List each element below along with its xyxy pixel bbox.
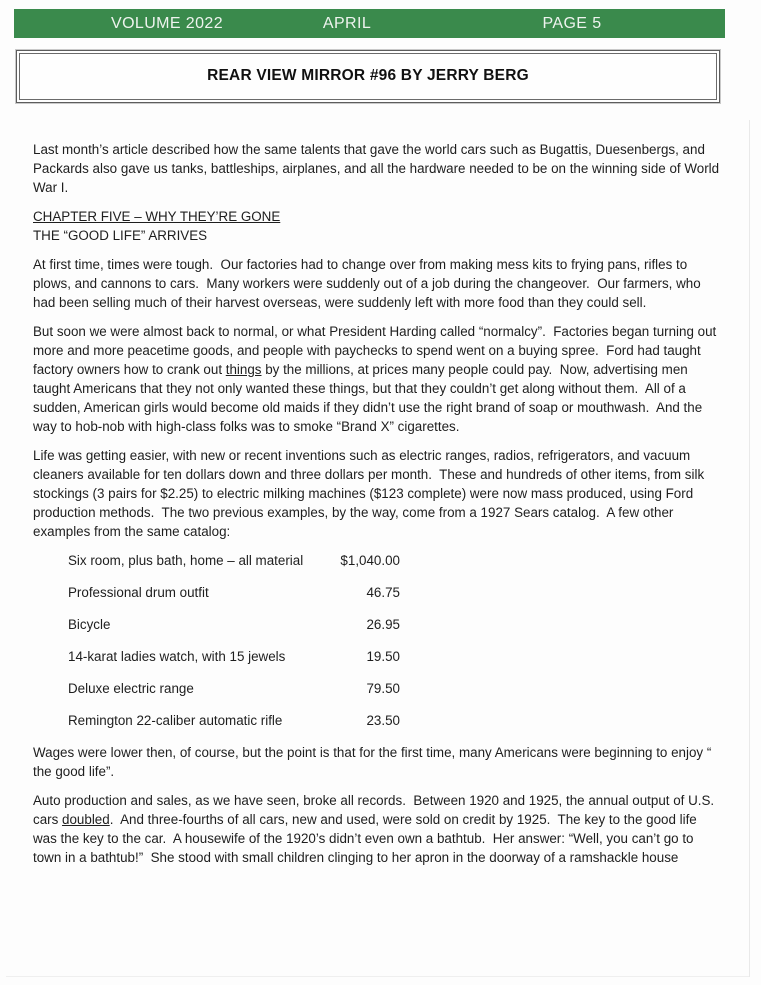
catalog-item-label: Professional drum outfit — [68, 585, 209, 600]
catalog-row — [68, 647, 400, 666]
catalog-item-price: $1,040.00 — [340, 553, 400, 568]
chapter-heading-block — [33, 207, 724, 245]
catalog-item-price: 79.50 — [366, 681, 400, 696]
paragraph-intro: Last month’s article described how the same talents that gave the world cars such as Bugattis, Duesenbergs, and Packards also gave us tanks, battleships, airplanes, and all the hardware needed to be on the winning side of World War I. — [33, 142, 723, 195]
catalog-item-label: 14-karat ladies watch, with 15 jewels — [68, 649, 286, 664]
paragraph-auto-pre: Auto production and sales, as we have seen, broke all records. Between 1920 and 1925, the annual output of U.S. cars — [33, 793, 718, 827]
paragraph-normalcy-pre: But soon we were almost back to normal, or what President Harding called “normalcy”. Factories began turning out more and more peacetime goods, and people with paychecks to spend went on a buying spree. Ford had taught factory owners how to crank out — [33, 324, 720, 377]
catalog-item-price: 46.75 — [366, 585, 400, 600]
month-label: APRIL — [322, 14, 372, 32]
paragraph-easier-life: Life was getting easier, with new or recent inventions such as electric ranges, radios, refrigerators, and vacuum cleaners available for ten dollars down and three dollars per month. These and hundreds of other items, from silk stockings (3 pairs for $2.25) to electric milking machines ($123 complete) were now mass produced, using Ford production methods. The two previous examples, by the way, come from a 1927 Sears catalog. A few other examples from the same catalog: — [33, 448, 708, 539]
paragraph-auto-post: . And three-fourths of all cars, new and used, were sold on credit by 1925. The key to the good life was the key to the car. A housewife of the 1920’s didn’t even own a bathtub. Her answer: “Well, you can’t go to town in a bathtub!” She stood with small children clinging to her apron in the doorway of a ramshackle house — [33, 812, 701, 865]
catalog-item-label: Bicycle — [68, 617, 111, 632]
article-title-inner-rule — [19, 53, 717, 100]
paragraph-normalcy-post: by the millions, at prices many people could pay. Now, advertising men taught Americans that they not only wanted these things, but that they couldn’t get along without them. All of a sudden, American girls would become old maids if they didn’t use the right brand of soap or mouthwash. And the way to hob-nob with high-class folks was to smoke “Brand X” cigarettes. — [33, 362, 706, 434]
catalog-item-price: 19.50 — [366, 649, 400, 664]
catalog-row — [68, 711, 400, 730]
paragraph-auto-underlined-word: doubled — [62, 812, 110, 827]
article-title: REAR VIEW MIRROR #96 BY JERRY BERG — [207, 67, 529, 84]
paragraph-tough-times: At first time, times were tough. Our factories had to change over from making mess kits to frying pans, rifles to plows, and cannons to cars. Many workers were suddenly out of a job during the changeover. Our farmers, who had been selling much of their harvest overseas, were suddenly left with more food than they could sell. — [33, 257, 705, 310]
article-body — [0, 140, 761, 877]
volume-label: VOLUME 2022 — [110, 14, 224, 32]
scan-edge-right — [749, 120, 750, 977]
masthead-bar — [14, 9, 725, 38]
paragraph-normalcy — [33, 322, 724, 436]
article-title-box — [16, 50, 720, 103]
catalog-row — [68, 551, 400, 570]
catalog-item-label: Remington 22-caliber automatic rifle — [68, 713, 283, 728]
catalog-row — [68, 615, 400, 634]
paragraph-wages: Wages were lower then, of course, but the point is that for the first time, many Americans were beginning to enjoy “ the good life”. — [33, 745, 716, 779]
chapter-heading: CHAPTER FIVE – WHY THEY’RE GONE — [33, 209, 281, 224]
catalog-item-price: 23.50 — [366, 713, 400, 728]
catalog-row — [68, 679, 400, 698]
catalog-item-label: Deluxe electric range — [68, 681, 194, 696]
catalog-item-price: 26.95 — [366, 617, 400, 632]
catalog-row — [68, 583, 400, 602]
page-number-label: PAGE 5 — [542, 14, 602, 32]
paragraph-auto-production — [33, 791, 724, 867]
chapter-subheading: THE “GOOD LIFE” ARRIVES — [33, 228, 208, 243]
catalog-item-label: Six room, plus bath, home – all material — [68, 553, 304, 568]
scan-edge-bottom — [6, 976, 749, 977]
paragraph-normalcy-underlined-word: things — [225, 362, 262, 377]
catalog-price-list — [33, 551, 724, 730]
